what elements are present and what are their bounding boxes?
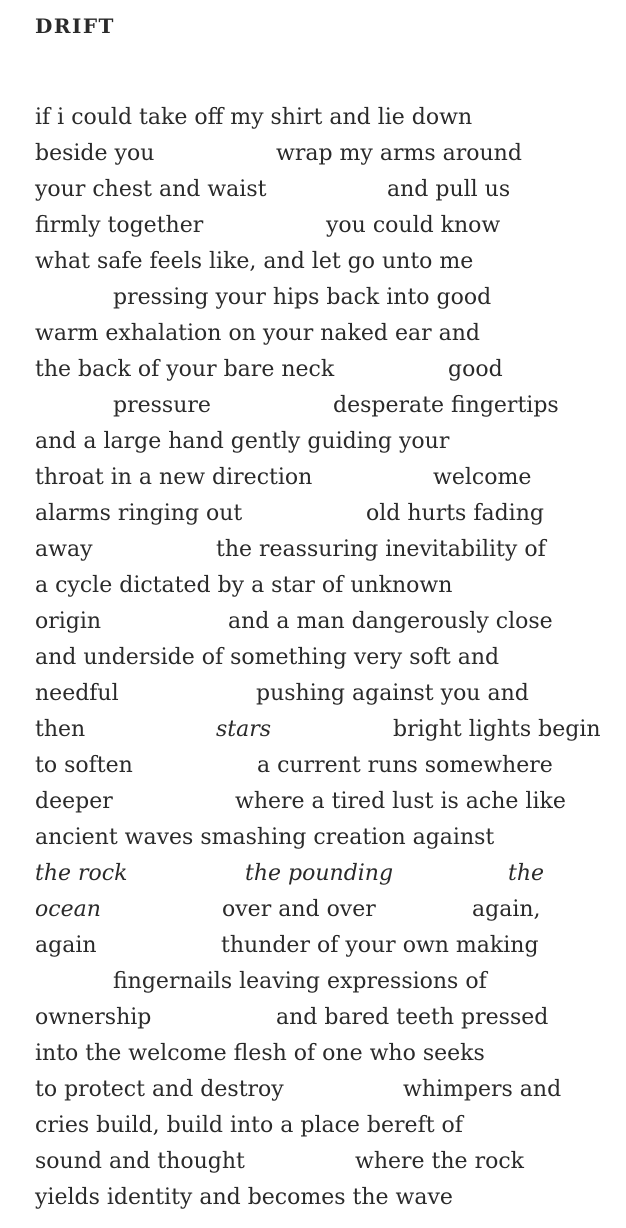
poem-line <box>35 928 626 964</box>
poem-line-segment: the pounding <box>245 861 394 886</box>
poem-line <box>35 820 626 856</box>
poem-line-segment: you could know <box>326 213 501 238</box>
poem-line-segment: good <box>448 357 503 382</box>
poem-line-segment: where a tired lust is ache like <box>235 789 566 814</box>
poem-line-segment: then <box>35 717 86 742</box>
poem-line <box>35 1036 626 1072</box>
poem-line-segment: desperate fingertips <box>333 393 559 418</box>
poem-line-segment: thunder of your own making <box>221 933 539 958</box>
poem-line <box>35 532 626 568</box>
poem-line <box>35 388 626 424</box>
poem-line-segment: ownership <box>35 1005 152 1030</box>
poem-body <box>35 100 626 1216</box>
poem-line <box>35 460 626 496</box>
poem-line-segment: again <box>35 933 97 958</box>
poem-line-segment: to soften <box>35 753 133 778</box>
poem-line-segment: your chest and waist <box>35 177 267 202</box>
poem-line <box>35 1144 626 1180</box>
poem-line-segment: pressure <box>113 393 211 418</box>
poem-line <box>35 100 626 136</box>
poem-line-segment: where the rock <box>355 1149 524 1174</box>
poem-line <box>35 640 626 676</box>
poem-line-segment: warm exhalation on your naked ear and <box>35 321 480 346</box>
poem-line-segment: throat in a new direction <box>35 465 313 490</box>
poem-line <box>35 964 626 1000</box>
poem-line-segment: the reassuring inevitability of <box>216 537 546 562</box>
poem-line <box>35 604 626 640</box>
poem-line-segment: yields identity and becomes the wave <box>35 1185 453 1210</box>
poem-line-segment: again, <box>472 897 541 922</box>
poem-line-segment: welcome <box>433 465 532 490</box>
poem-line-segment: fingernails leaving expressions of <box>113 969 487 994</box>
poem-line <box>35 244 626 280</box>
poem-line-segment: and underside of something very soft and <box>35 645 500 670</box>
poem-line <box>35 1108 626 1144</box>
poem-line <box>35 316 626 352</box>
poem-line <box>35 892 626 928</box>
poem-line-segment: cries build, build into a place bereft of <box>35 1113 463 1138</box>
poem-line-segment: ancient waves smashing creation against <box>35 825 495 850</box>
poem-line <box>35 676 626 712</box>
poem-line <box>35 424 626 460</box>
poem-line-segment: alarms ringing out <box>35 501 243 526</box>
poem-line-segment: over and over <box>222 897 376 922</box>
poem-line-segment: wrap my arms around <box>276 141 522 166</box>
poem-line-segment: stars <box>216 717 272 742</box>
poem-line <box>35 496 626 532</box>
poem-line <box>35 280 626 316</box>
poem-line-segment: pressing your hips back into good <box>113 285 492 310</box>
poem-line-segment: and a large hand gently guiding your <box>35 429 450 454</box>
poem-line-segment: needful <box>35 681 119 706</box>
poem-line-segment: old hurts fading <box>366 501 544 526</box>
poem-line-segment: the rock <box>35 861 128 886</box>
poem-line-segment: the back of your bare neck <box>35 357 335 382</box>
poem-line <box>35 712 626 748</box>
poem-line-segment: into the welcome flesh of one who seeks <box>35 1041 485 1066</box>
poem-line-segment: away <box>35 537 93 562</box>
poem-line <box>35 172 626 208</box>
poem-line-segment: what safe feels like, and let go unto me <box>35 249 474 274</box>
poem-line <box>35 856 626 892</box>
poem-line-segment: and pull us <box>387 177 511 202</box>
poem-line-segment: pushing against you and <box>256 681 529 706</box>
poem-line-segment: if i could take off my shirt and lie down <box>35 105 473 130</box>
poem-line-segment: beside you <box>35 141 155 166</box>
poem-line-segment: firmly together <box>35 213 204 238</box>
poem-line-segment: deeper <box>35 789 113 814</box>
poem-line-segment: bright lights begin <box>393 717 601 742</box>
poem-line-segment: the <box>508 861 545 886</box>
poem-line <box>35 136 626 172</box>
poem-line-segment: origin <box>35 609 102 634</box>
poem-line-segment: and a man dangerously close <box>228 609 553 634</box>
poem-line-segment: to protect and destroy <box>35 1077 284 1102</box>
poem-line <box>35 1072 626 1108</box>
poem-line <box>35 748 626 784</box>
poem-line-segment: and bared teeth pressed <box>276 1005 549 1030</box>
poem-line <box>35 1000 626 1036</box>
poem-line-segment: ocean <box>35 897 101 922</box>
poem-line <box>35 352 626 388</box>
poem-line <box>35 208 626 244</box>
poem-line-segment: whimpers and <box>403 1077 562 1102</box>
poem-line-segment: a cycle dictated by a star of unknown <box>35 573 453 598</box>
poem-line <box>35 568 626 604</box>
poem-title: DRIFT <box>35 14 115 38</box>
poem-line <box>35 784 626 820</box>
poem-line-segment: sound and thought <box>35 1149 245 1174</box>
poem-line-segment: a current runs somewhere <box>257 753 553 778</box>
poem-line <box>35 1180 626 1216</box>
